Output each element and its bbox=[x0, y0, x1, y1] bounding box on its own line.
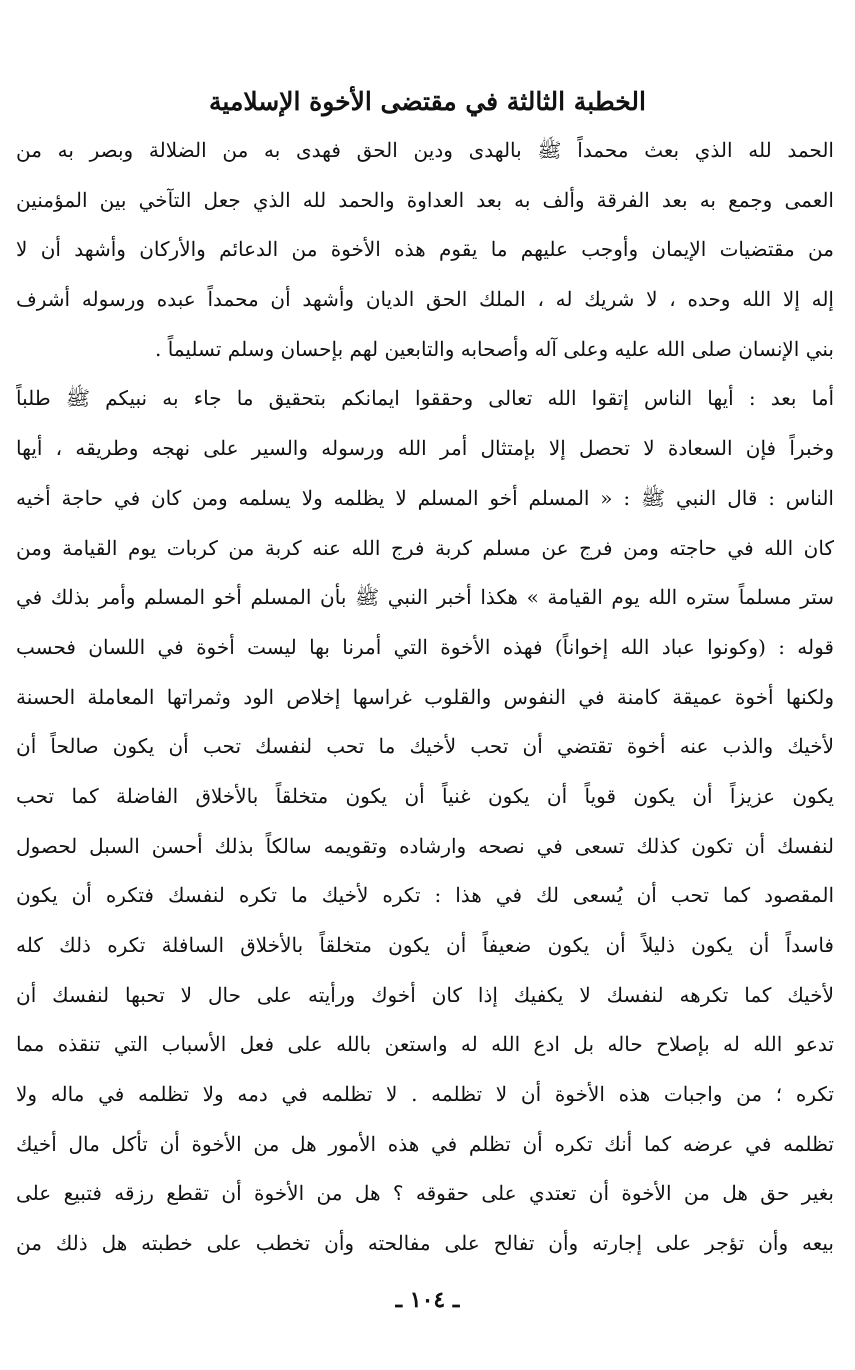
body-text bbox=[16, 126, 834, 1269]
text-line: كان الله في حاجته ومن فرج عن مسلم كربة فرج الله عنه كربة من كربات يوم القيامة ومن bbox=[16, 535, 834, 560]
page-title: الخطبة الثالثة في مقتضى الأخوة الإسلامية bbox=[209, 87, 646, 116]
text-line: قوله : (وكونوا عباد الله إخواناً) فهذه الأخوة التي أمرنا بها ليست أخوة في اللسان فحسب bbox=[16, 634, 834, 659]
text-line: لأخيك كما تكرهه لنفسك لا يكفيك إذا كان أخوك ورأيته على حال لا تحبها لنفسك أن bbox=[16, 982, 834, 1007]
text-line: بغير حق هل من الأخوة أن تعتدي على حقوقه ؟ هل من الأخوة أن تقطع رزقه فتبيع على bbox=[16, 1181, 834, 1206]
text-line: من مقتضيات الإيمان وأوجب عليهم ما يقوم هذه الأخوة من الدعائم والأركان وأشهد أن لا bbox=[16, 237, 834, 262]
text-line: إله إلا الله وحده ، لا شريك له ، الملك الحق الديان وأشهد أن محمداً عبده ورسوله أشرف bbox=[16, 287, 834, 312]
page-number: ـ ١٠٤ ـ bbox=[395, 1287, 460, 1313]
text-line: أما بعد : أيها الناس إتقوا الله تعالى وحققوا ايمانكم بتحقيق ما جاء به نبيكم ﷺ طلباً bbox=[16, 386, 834, 411]
text-line: يكون عزيزاً أن يكون قوياً أن يكون غنياً أن يكون متخلقاً بالأخلاق الفاضلة كما تحب bbox=[16, 783, 834, 808]
text-line: فاسداً أن يكون ذليلاً أن يكون ضعيفاً أن يكون متخلقاً بالأخلاق السافلة تكره ذلك كله bbox=[16, 933, 834, 957]
text-line: الناس : قال النبي ﷺ : « المسلم أخو المسلم لا يظلمه ولا يسلمه ومن كان في حاجة أخيه bbox=[16, 485, 834, 510]
text-line: لأخيك والذب عنه أخوة تقتضي أن تحب لأخيك ما تحب لنفسك تحب أن يكون صالحاً أن bbox=[16, 734, 834, 759]
text-line: ستر مسلماً ستره الله يوم القيامة » هكذا أخبر النبي ﷺ بأن المسلم أخو المسلم وأمر بذلك في bbox=[16, 585, 834, 610]
text-line: ولكنها أخوة عميقة كامنة في النفوس والقلوب غراسها إخلاص الود وثمراتها المعاملة الحسنة bbox=[16, 684, 834, 709]
text-line: تدعو الله له بإصلاح حاله بل ادع الله له واستعن بالله على فعل الأسباب التي تنقذه مما bbox=[16, 1032, 834, 1057]
text-line: بيعه وأن تؤجر على إجارته وأن تفالح على مفالحته وأن تخطب على خطبته هل ذلك من bbox=[16, 1231, 834, 1256]
text-line: وخبراً فإن السعادة لا تحصل إلا بإمتثال أمر الله ورسوله والسير على نهجه وطريقه ، أيها bbox=[16, 436, 834, 461]
text-line: الحمد لله الذي بعث محمداً ﷺ بالهدى ودين الحق فهدى به من الضلالة وبصر به من bbox=[16, 138, 834, 162]
text-line: العمى وجمع به بعد الفرقة وألف به بعد العداوة والحمد لله الذي جعل التآخي بين المؤمنين bbox=[16, 187, 834, 212]
text-line: المقصود كما تحب أن يُسعى لك في هذا : تكره لأخيك ما تكره لنفسك فتكره أن يكون bbox=[16, 883, 834, 908]
text-line: بني الإنسان صلى الله عليه وعلى آله وأصحابه والتابعين لهم بإحسان وسلم تسليماً . bbox=[154, 336, 834, 361]
text-line: لنفسك أن تكون كذلك تسعى في نصحه وارشاده وتقويمه سالكاً بذلك أحسن السبل لحصول bbox=[16, 833, 834, 858]
text-line: تكره ؛ من واجبات هذه الأخوة أن لا تظلمه . لا تظلمه في دمه ولا تظلمه في ماله ولا bbox=[16, 1082, 834, 1107]
text-line: تظلمه في عرضه كما أنك تكره أن تظلم في هذه الأمور هل من الأخوة أن تأكل مال أخيك bbox=[16, 1131, 834, 1156]
